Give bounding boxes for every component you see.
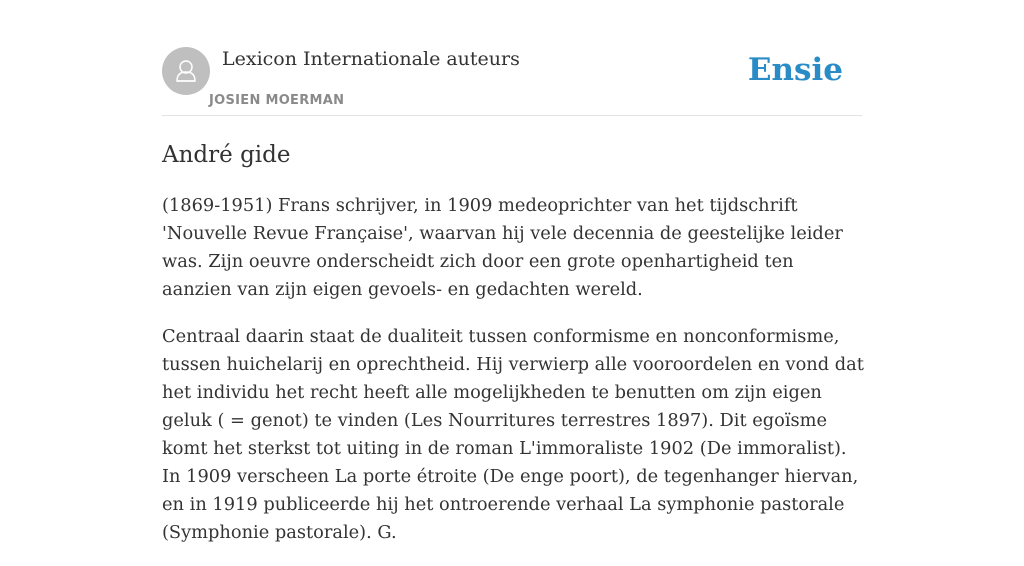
source-title[interactable]: Lexicon Internationale auteurs [222,48,520,70]
user-silhouette-icon[interactable] [162,47,210,95]
article-paragraph: Centraal daarin staat de dualiteit tussen conformisme en nonconformisme, tussen huichelarij en oprechtheid. Hij verwierp alle vooroordelen en vond dat het individu het recht heeft alle mogelijkheden te benutten om zijn eigen geluk ( = genot) te vinden (Les Nourritures terrestres 1897). Dit egoïsme komt het sterkst tot uiting in de roman L'immoraliste 1902 (De immoralist). In 1909 verscheen La porte étroite (De enge poort), de tegenhanger hiervan, en in 1919 publiceerde hij het ontroerende verhaal La symphonie pastorale (Symphonie pastorale). G. [162,326,864,543]
site-logo[interactable]: Ensie [747,52,843,88]
article-title: André gide [162,142,291,168]
article-header [162,47,862,116]
article-paragraph: (1869-1951) Frans schrijver, in 1909 medeoprichter van het tijdschrift 'Nouvelle Revue Française', waarvan hij vele decennia de geestelijke leider was. Zijn oeuvre onderscheidt zich door een grote openhartigheid ten aanzien van zijn eigen gevoels- en gedachten wereld. [162,195,843,300]
author-name[interactable]: JOSIEN MOERMAN [209,93,345,108]
article-body [162,192,867,566]
user-silhouette-icon-graphic [162,47,210,95]
